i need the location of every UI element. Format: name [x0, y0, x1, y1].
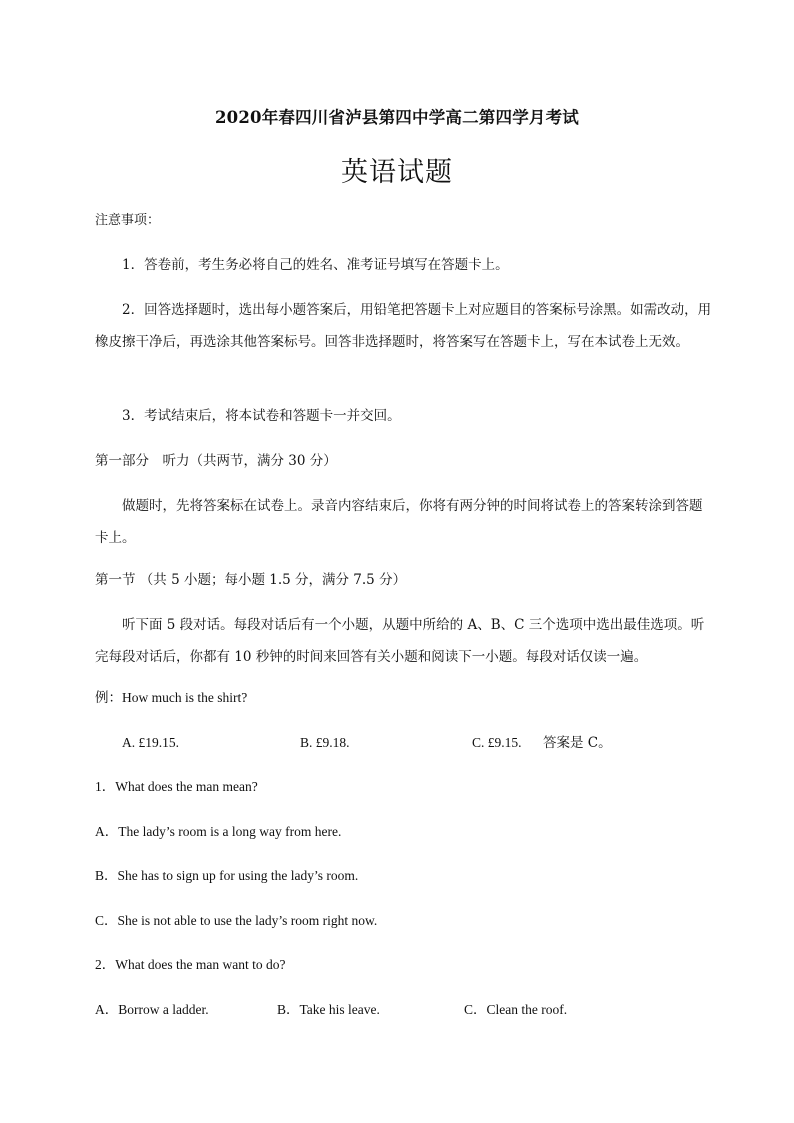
section1-heading: 第一节 （共 5 小题；每小题 1.5 分，满分 7.5 分） [95, 572, 407, 588]
question-1-option-c: C．She is not able to use the lady’s room right now. [95, 913, 378, 928]
question-2-option-b: B．Take his leave. [277, 1002, 380, 1017]
example-option-b: B. £9.18. [300, 735, 350, 750]
part1-instruction: 做题时，先将答案标在试卷上。录音内容结束后，你将有两分钟的时间将试卷上的答案转涂到答题卡上。 [95, 498, 703, 546]
question-1-stem: 1．What does the man mean? [95, 779, 258, 794]
part1-instruction-block [95, 490, 713, 554]
example-question: 例：How much is the shirt? [95, 690, 248, 705]
subject-title: 英语试题 [341, 157, 453, 188]
section1-instruction: 听下面 5 段对话。每段对话后有一个小题，从题中所给的 A、B、C 三个选项中选出最佳选项。听完每段对话后，你都有 10 秒钟的时间来回答有关小题和阅读下一小题。每段对话仅读一遍。 [95, 617, 705, 665]
example-option-a: A. £19.15. [122, 735, 179, 750]
question-1-option-b: B．She has to sign up for using the lady’s room. [95, 868, 359, 883]
part1-heading: 第一部分 听力（共两节，满分 30 分） [95, 453, 337, 469]
notice-label: 注意事项： [95, 213, 161, 228]
notice-item-3: 3．考试结束后，将本试卷和答题卡一并交回。 [122, 408, 401, 424]
example-option-c: C. £9.15. [472, 735, 522, 750]
example-answer: 答案是 C。 [543, 735, 612, 751]
notice-item-2: 2．回答选择题时，选出每小题答案后，用铅笔把答题卡上对应题目的答案标号涂黑。如需改动，用橡皮擦干净后，再选涂其他答案标号。回答非选择题时，将答案写在答题卡上，写在本试卷上无效。 [95, 302, 712, 350]
notice-item-1: 1．答卷前，考生务必将自己的姓名、准考证号填写在答题卡上。 [122, 257, 509, 273]
notice-item-2-block [95, 294, 713, 358]
question-2-option-a: A．Borrow a ladder. [95, 1002, 209, 1017]
section1-instruction-block [95, 609, 713, 673]
exam-title: 2020年春四川省泸县第四中学高二第四学月考试 [214, 108, 580, 127]
question-2-stem: 2．What does the man want to do? [95, 957, 286, 972]
question-1-option-a: A．The lady’s room is a long way from here. [95, 824, 342, 839]
question-2-option-c: C．Clean the roof. [464, 1002, 568, 1017]
